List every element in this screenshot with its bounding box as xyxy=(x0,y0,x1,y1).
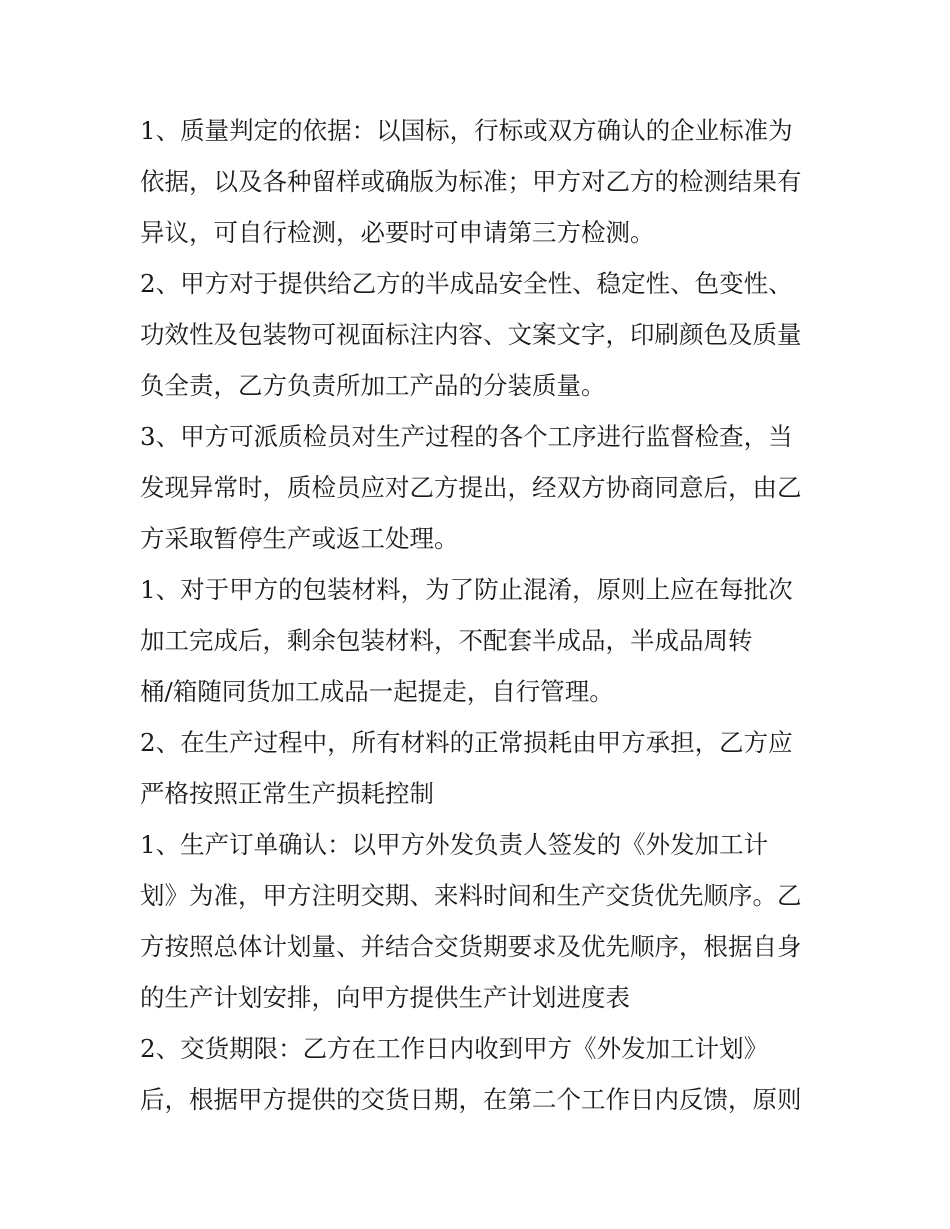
text-line: 2、甲方对于提供给乙方的半成品安全性、稳定性、色变性、 xyxy=(140,269,793,298)
text-line: 加工完成后，剩余包装材料，不配套半成品，半成品周转 xyxy=(140,626,753,655)
paragraph-quality-basis xyxy=(140,105,820,258)
text-line: 3、甲方可派质检员对生产过程的各个工序进行监督检查，当 xyxy=(140,422,793,451)
text-line: 2、交货期限：乙方在工作日内收到甲方《外发加工计划》 xyxy=(140,1034,769,1063)
text-line: 的生产计划安排，向甲方提供生产计划进度表 xyxy=(140,983,630,1012)
text-line: 1、对于甲方的包装材料，为了防止混淆，原则上应在每批次 xyxy=(140,575,793,604)
text-line: 2、在生产过程中，所有材料的正常损耗由甲方承担，乙方应 xyxy=(140,728,793,757)
text-line: 方采取暂停生产或返工处理。 xyxy=(140,524,459,553)
text-line: 划》为准，甲方注明交期、来料时间和生产交货优先顺序。乙 xyxy=(140,881,802,910)
document-body xyxy=(140,105,820,1125)
paragraph-party-a-responsibility xyxy=(140,258,820,411)
text-line: 发现异常时，质检员应对乙方提出，经双方协商同意后，由乙 xyxy=(140,473,802,502)
paragraph-packaging-materials xyxy=(140,564,820,717)
text-line: 1、生产订单确认：以甲方外发负责人签发的《外发加工计 xyxy=(140,830,769,859)
text-line: 异议，可自行检测，必要时可申请第三方检测。 xyxy=(140,218,655,247)
text-line: 方按照总体计划量、并结合交货期要求及优先顺序，根据自身 xyxy=(140,932,802,961)
paragraph-inspection xyxy=(140,411,820,564)
text-line: 功效性及包装物可视面标注内容、文案文字，印刷颜色及质量 xyxy=(140,320,802,349)
text-line: 1、质量判定的依据：以国标，行标或双方确认的企业标准为 xyxy=(140,116,793,145)
paragraph-delivery-deadline xyxy=(140,1023,820,1125)
text-line: 严格按照正常生产损耗控制 xyxy=(140,779,434,808)
text-line: 后，根据甲方提供的交货日期，在第二个工作日内反馈，原则 xyxy=(140,1085,802,1114)
text-line: 依据，以及各种留样或确版为标准；甲方对乙方的检测结果有 xyxy=(140,167,802,196)
paragraph-order-confirmation xyxy=(140,819,820,1023)
paragraph-material-loss xyxy=(140,717,820,819)
text-line: 负全责，乙方负责所加工产品的分装质量。 xyxy=(140,371,606,400)
text-line: 桶/箱随同货加工成品一起提走，自行管理。 xyxy=(140,677,614,706)
